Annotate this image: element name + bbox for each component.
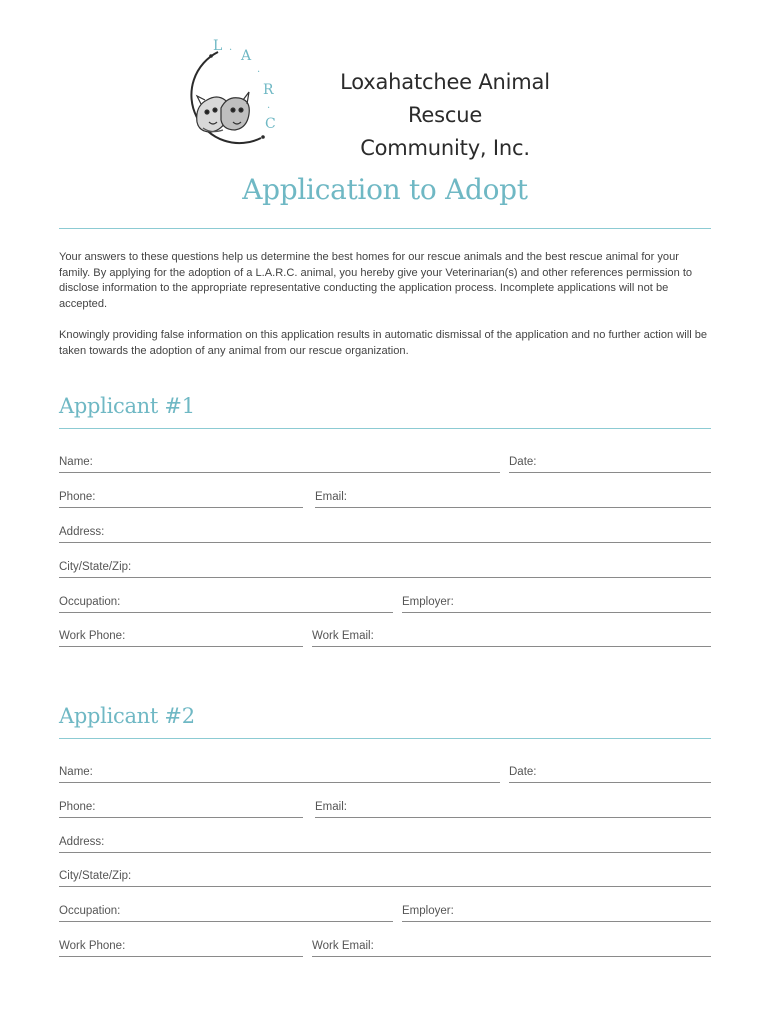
svg-text:R: R bbox=[263, 82, 274, 98]
applicant-2-email-field[interactable] bbox=[315, 801, 711, 818]
svg-text:.: . bbox=[257, 64, 261, 75]
applicant-1-address-field[interactable] bbox=[59, 526, 711, 543]
applicant-1-divider bbox=[59, 428, 711, 429]
work-phone-label: Work Phone: bbox=[59, 630, 126, 642]
intro-paragraph-1: Your answers to these questions help us determine the best homes for our rescue animals and the best rescue animal for your family. By applying for the adoption of a L.A.R.C. animal, you hereby give your Veterinarian(s) and other references permission to disclose information to the appropriate representative conducting the application process. Incomplete applications will not be accepted. bbox=[59, 251, 693, 310]
intro-paragraph-2: Knowingly providing false information on this application results in automatic dismissal of the application and no further action will be taken towards the adoption of any animal from our rescue organization. bbox=[59, 329, 708, 357]
employer-label: Employer: bbox=[402, 905, 454, 917]
applicant-2-address-field[interactable] bbox=[59, 836, 711, 853]
applicant-1-date-field[interactable] bbox=[509, 456, 711, 473]
applicant-2-occupation-field[interactable] bbox=[59, 905, 393, 922]
address-label: Address: bbox=[59, 836, 105, 848]
applicant-1-email-field[interactable] bbox=[315, 491, 711, 508]
applicant-2-heading: Applicant #2 bbox=[59, 704, 195, 728]
work-email-label: Work Email: bbox=[312, 940, 374, 952]
svg-text:.: . bbox=[267, 100, 271, 111]
work-email-label: Work Email: bbox=[312, 630, 374, 642]
svg-text:A: A bbox=[241, 48, 252, 64]
applicant-2-phone-field[interactable] bbox=[59, 801, 303, 818]
work-phone-label: Work Phone: bbox=[59, 940, 126, 952]
applicant-1-phone-field[interactable] bbox=[59, 491, 303, 508]
applicant-1-work-email-field[interactable] bbox=[312, 630, 711, 647]
email-label: Email: bbox=[315, 491, 347, 503]
city-label: City/State/Zip: bbox=[59, 561, 132, 573]
applicant-1-name-field[interactable] bbox=[59, 456, 500, 473]
svg-text:C: C bbox=[265, 116, 276, 132]
applicant-2-work-phone-field[interactable] bbox=[59, 940, 303, 957]
applicant-2-divider bbox=[59, 738, 711, 739]
phone-label: Phone: bbox=[59, 801, 96, 813]
city-label: City/State/Zip: bbox=[59, 870, 132, 882]
applicant-1-city-field[interactable] bbox=[59, 561, 711, 578]
address-label: Address: bbox=[59, 526, 105, 538]
applicant-2-date-field[interactable] bbox=[509, 766, 711, 783]
applicant-1-employer-field[interactable] bbox=[402, 596, 711, 613]
occupation-label: Occupation: bbox=[59, 596, 121, 608]
org-name-line1: Loxahatchee Animal Rescue bbox=[340, 70, 550, 127]
phone-label: Phone: bbox=[59, 491, 96, 503]
applicant-1-occupation-field[interactable] bbox=[59, 596, 393, 613]
organization-name bbox=[300, 66, 590, 165]
page-title: Application to Adopt bbox=[242, 173, 528, 206]
applicant-2-work-email-field[interactable] bbox=[312, 940, 711, 957]
larc-logo bbox=[183, 34, 293, 146]
name-label: Name: bbox=[59, 456, 93, 468]
date-label: Date: bbox=[509, 766, 537, 778]
svg-text:L: L bbox=[213, 38, 223, 54]
date-label: Date: bbox=[509, 456, 537, 468]
applicant-2-employer-field[interactable] bbox=[402, 905, 711, 922]
title-divider bbox=[59, 228, 711, 229]
occupation-label: Occupation: bbox=[59, 905, 121, 917]
org-name-line2: Community, Inc. bbox=[360, 136, 530, 160]
svg-text:.: . bbox=[229, 42, 233, 53]
email-label: Email: bbox=[315, 801, 347, 813]
employer-label: Employer: bbox=[402, 596, 454, 608]
applicant-2-city-field[interactable] bbox=[59, 870, 711, 887]
name-label: Name: bbox=[59, 766, 93, 778]
applicant-2-name-field[interactable] bbox=[59, 766, 500, 783]
applicant-1-work-phone-field[interactable] bbox=[59, 630, 303, 647]
applicant-1-heading: Applicant #1 bbox=[59, 394, 195, 418]
